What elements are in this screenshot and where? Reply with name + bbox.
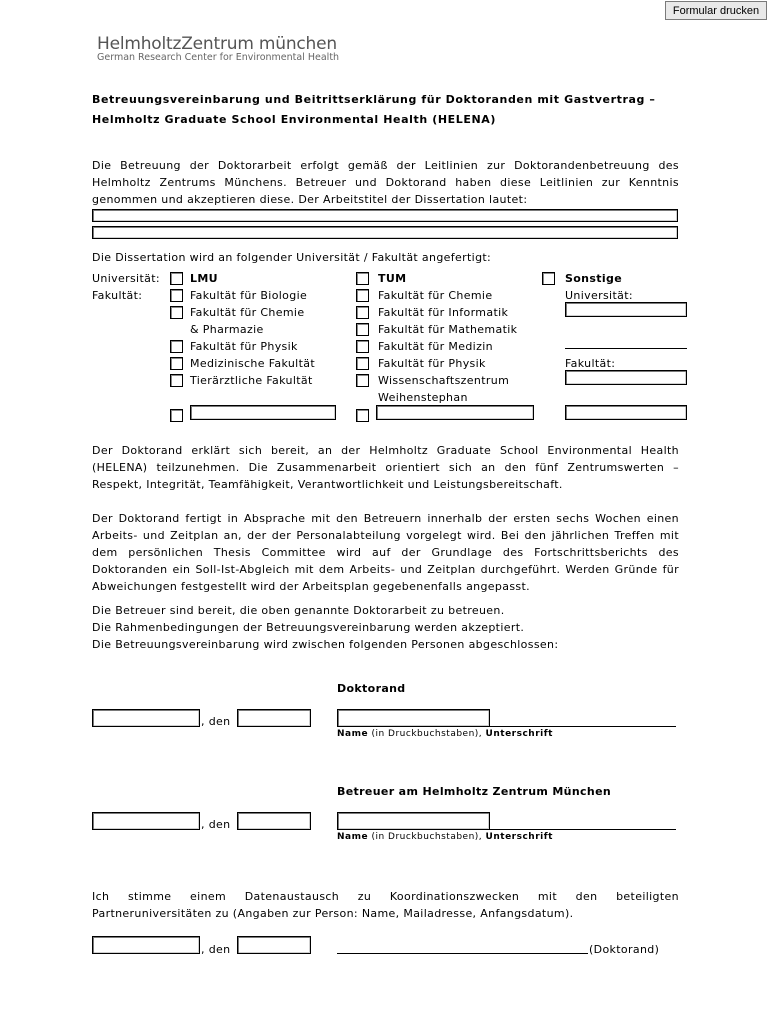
helena-line3: Respekt, Integrität, Teamfähigkeit, Verantwortlichkeit und Leistungsbereitschaft. (92, 478, 563, 491)
other-university-line (565, 348, 687, 349)
lmu-medizin-checkbox[interactable] (170, 357, 183, 370)
other-extra-field[interactable] (565, 405, 687, 420)
lmu-chemie-label: Fakultät für Chemie (190, 306, 305, 319)
doktorand-caption: Name (in Druckbuchstaben), Unterschrift (337, 729, 553, 739)
other-checkbox[interactable] (542, 272, 555, 285)
lmu-physik-checkbox[interactable] (170, 340, 183, 353)
tum-other-checkbox[interactable] (356, 409, 369, 422)
tum-chemie-checkbox[interactable] (356, 289, 369, 302)
consent-place-field[interactable] (92, 936, 200, 954)
plan-line5: Abweichungen festgestellt wird der Arbeitsplan gegebenenfalls angepasst. (92, 580, 531, 593)
doktorand-place-field[interactable] (92, 709, 200, 727)
other-university-label: Universität: (565, 289, 633, 302)
tum-other-field[interactable] (376, 405, 534, 420)
doktorand-date-line (237, 726, 311, 727)
helena-line1: Der Doktorand erklärt sich bereit, an der Helmholtz Graduate School Environmental Health (92, 444, 679, 457)
consent-den-label: , den (201, 943, 231, 956)
plan-line3: dem persönlichen Thesis Committee wird auf der Grundlage des Fortschrittsberichts des (92, 546, 679, 559)
tum-informatik-checkbox[interactable] (356, 306, 369, 319)
tum-wzw-checkbox[interactable] (356, 374, 369, 387)
tum-wzw-label-cont: Weihenstephan (378, 391, 468, 404)
intro-line1: Die Betreuung der Doktorarbeit erfolgt gemäß der Leitlinien zur Doktorandenbetreuung des (92, 159, 679, 172)
thesis-title-field-2[interactable] (92, 226, 678, 239)
lmu-biologie-label: Fakultät für Biologie (190, 289, 308, 302)
plan-line1: Der Doktorand fertigt in Absprache mit den Betreuern innerhalb der ersten sechs Wochen einen (92, 512, 679, 525)
faculty-label: Fakultät: (92, 289, 143, 302)
consent-doktorand-label: (Doktorand) (589, 943, 660, 956)
lmu-chemie-label-cont: & Pharmazie (190, 323, 264, 336)
doc-title-line2: Helmholtz Graduate School Environmental Health (HELENA) (92, 113, 497, 126)
tum-mathematik-label: Fakultät für Mathematik (378, 323, 518, 336)
betreuer-signature-line (337, 829, 676, 830)
logo-tagline: German Research Center for Environmental Health (97, 52, 340, 63)
doktorand-place-line (92, 726, 200, 727)
betreuer-date-field[interactable] (237, 812, 311, 830)
consent-line1: Ich stimme einem Datenaustausch zu Koordinationszwecken mit den beteiligten (92, 890, 679, 903)
tum-physik-checkbox[interactable] (356, 357, 369, 370)
betreuer-place-field[interactable] (92, 812, 200, 830)
betreuer-name-field[interactable] (337, 812, 490, 830)
consent-paragraph (92, 888, 679, 922)
agreement-line3: Die Betreuungsvereinbarung wird zwischen folgenden Personen abgeschlossen: (92, 638, 559, 651)
other-university-field[interactable] (565, 302, 687, 317)
tum-informatik-label: Fakultät für Informatik (378, 306, 509, 319)
doktorand-name-field[interactable] (337, 709, 490, 727)
plan-line2: Arbeits- und Zeitplan an, der der Personalabteilung vorgelegt wird. Bei den jährlichen Treffen mit (92, 529, 679, 542)
university-label: Universität: (92, 272, 160, 285)
betreuer-den-label: , den (201, 818, 231, 831)
doc-title-line1: Betreuungsvereinbarung und Beitrittserklärung für Doktoranden mit Gastvertrag – (92, 93, 656, 106)
betreuer-place-line (92, 829, 200, 830)
lmu-label: LMU (190, 272, 218, 285)
tum-wzw-label: Wissenschaftszentrum (378, 374, 510, 387)
lmu-biologie-checkbox[interactable] (170, 289, 183, 302)
lmu-chemie-checkbox[interactable] (170, 306, 183, 319)
lmu-medizin-label: Medizinische Fakultät (190, 357, 316, 370)
consent-line2: Partneruniversitäten zu (Angaben zur Person: Name, Mailadresse, Anfangsdatum). (92, 907, 574, 920)
lmu-other-checkbox[interactable] (170, 409, 183, 422)
lmu-checkbox[interactable] (170, 272, 183, 285)
tum-medizin-checkbox[interactable] (356, 340, 369, 353)
tum-chemie-label: Fakultät für Chemie (378, 289, 493, 302)
plan-line4: Doktoranden ein Soll-Ist-Abgleich mit dem Arbeits- und Zeitplan durchgeführt. Werden Gründe für (92, 563, 679, 576)
plan-paragraph (92, 510, 679, 595)
helena-line2: (HELENA) teilzunehmen. Die Zusammenarbeit orientiert sich an den fünf Zentrumswerten – (92, 461, 679, 474)
agreement-line2: Die Rahmenbedingungen der Betreuungsvereinbarung werden akzeptiert. (92, 621, 525, 634)
intro-line2: Helmholtz Zentrums Münchens. Betreuer und Doktorand haben diese Leitlinien zur Kenntnis (92, 176, 679, 189)
helena-paragraph (92, 442, 679, 493)
tum-medizin-label: Fakultät für Medizin (378, 340, 493, 353)
intro-line3: genommen und akzeptieren diese. Der Arbeitstitel der Dissertation lautet: (92, 193, 528, 206)
tum-mathematik-checkbox[interactable] (356, 323, 369, 336)
doktorand-signature-line (337, 726, 676, 727)
agreement-line1: Die Betreuer sind bereit, die oben genannte Doktorarbeit zu betreuen. (92, 604, 505, 617)
consent-place-line (92, 953, 200, 954)
betreuer-heading: Betreuer am Helmholtz Zentrum München (337, 785, 612, 798)
tum-physik-label: Fakultät für Physik (378, 357, 486, 370)
lmu-tiermedizin-checkbox[interactable] (170, 374, 183, 387)
other-faculty-label: Fakultät: (565, 357, 616, 370)
consent-signature-line (337, 953, 588, 954)
consent-date-field[interactable] (237, 936, 311, 954)
lmu-tiermedizin-label: Tierärztliche Fakultät (190, 374, 313, 387)
betreuer-date-line (237, 829, 311, 830)
print-form-button[interactable]: Formular drucken (665, 1, 767, 20)
doktorand-den-label: , den (201, 715, 231, 728)
tum-label: TUM (378, 272, 407, 285)
dissertation-intro: Die Dissertation wird an folgender Universität / Fakultät angefertigt: (92, 251, 492, 264)
doktorand-heading: Doktorand (337, 682, 406, 695)
other-faculty-field[interactable] (565, 370, 687, 385)
thesis-title-field-1[interactable] (92, 209, 678, 222)
consent-date-line (237, 953, 311, 954)
intro-paragraph (92, 157, 679, 208)
lmu-physik-label: Fakultät für Physik (190, 340, 298, 353)
doktorand-date-field[interactable] (237, 709, 311, 727)
logo-name: HelmholtzZentrum münchen (97, 34, 337, 54)
lmu-other-field[interactable] (190, 405, 336, 420)
tum-checkbox[interactable] (356, 272, 369, 285)
betreuer-caption: Name (in Druckbuchstaben), Unterschrift (337, 832, 553, 842)
other-label: Sonstige (565, 272, 623, 285)
